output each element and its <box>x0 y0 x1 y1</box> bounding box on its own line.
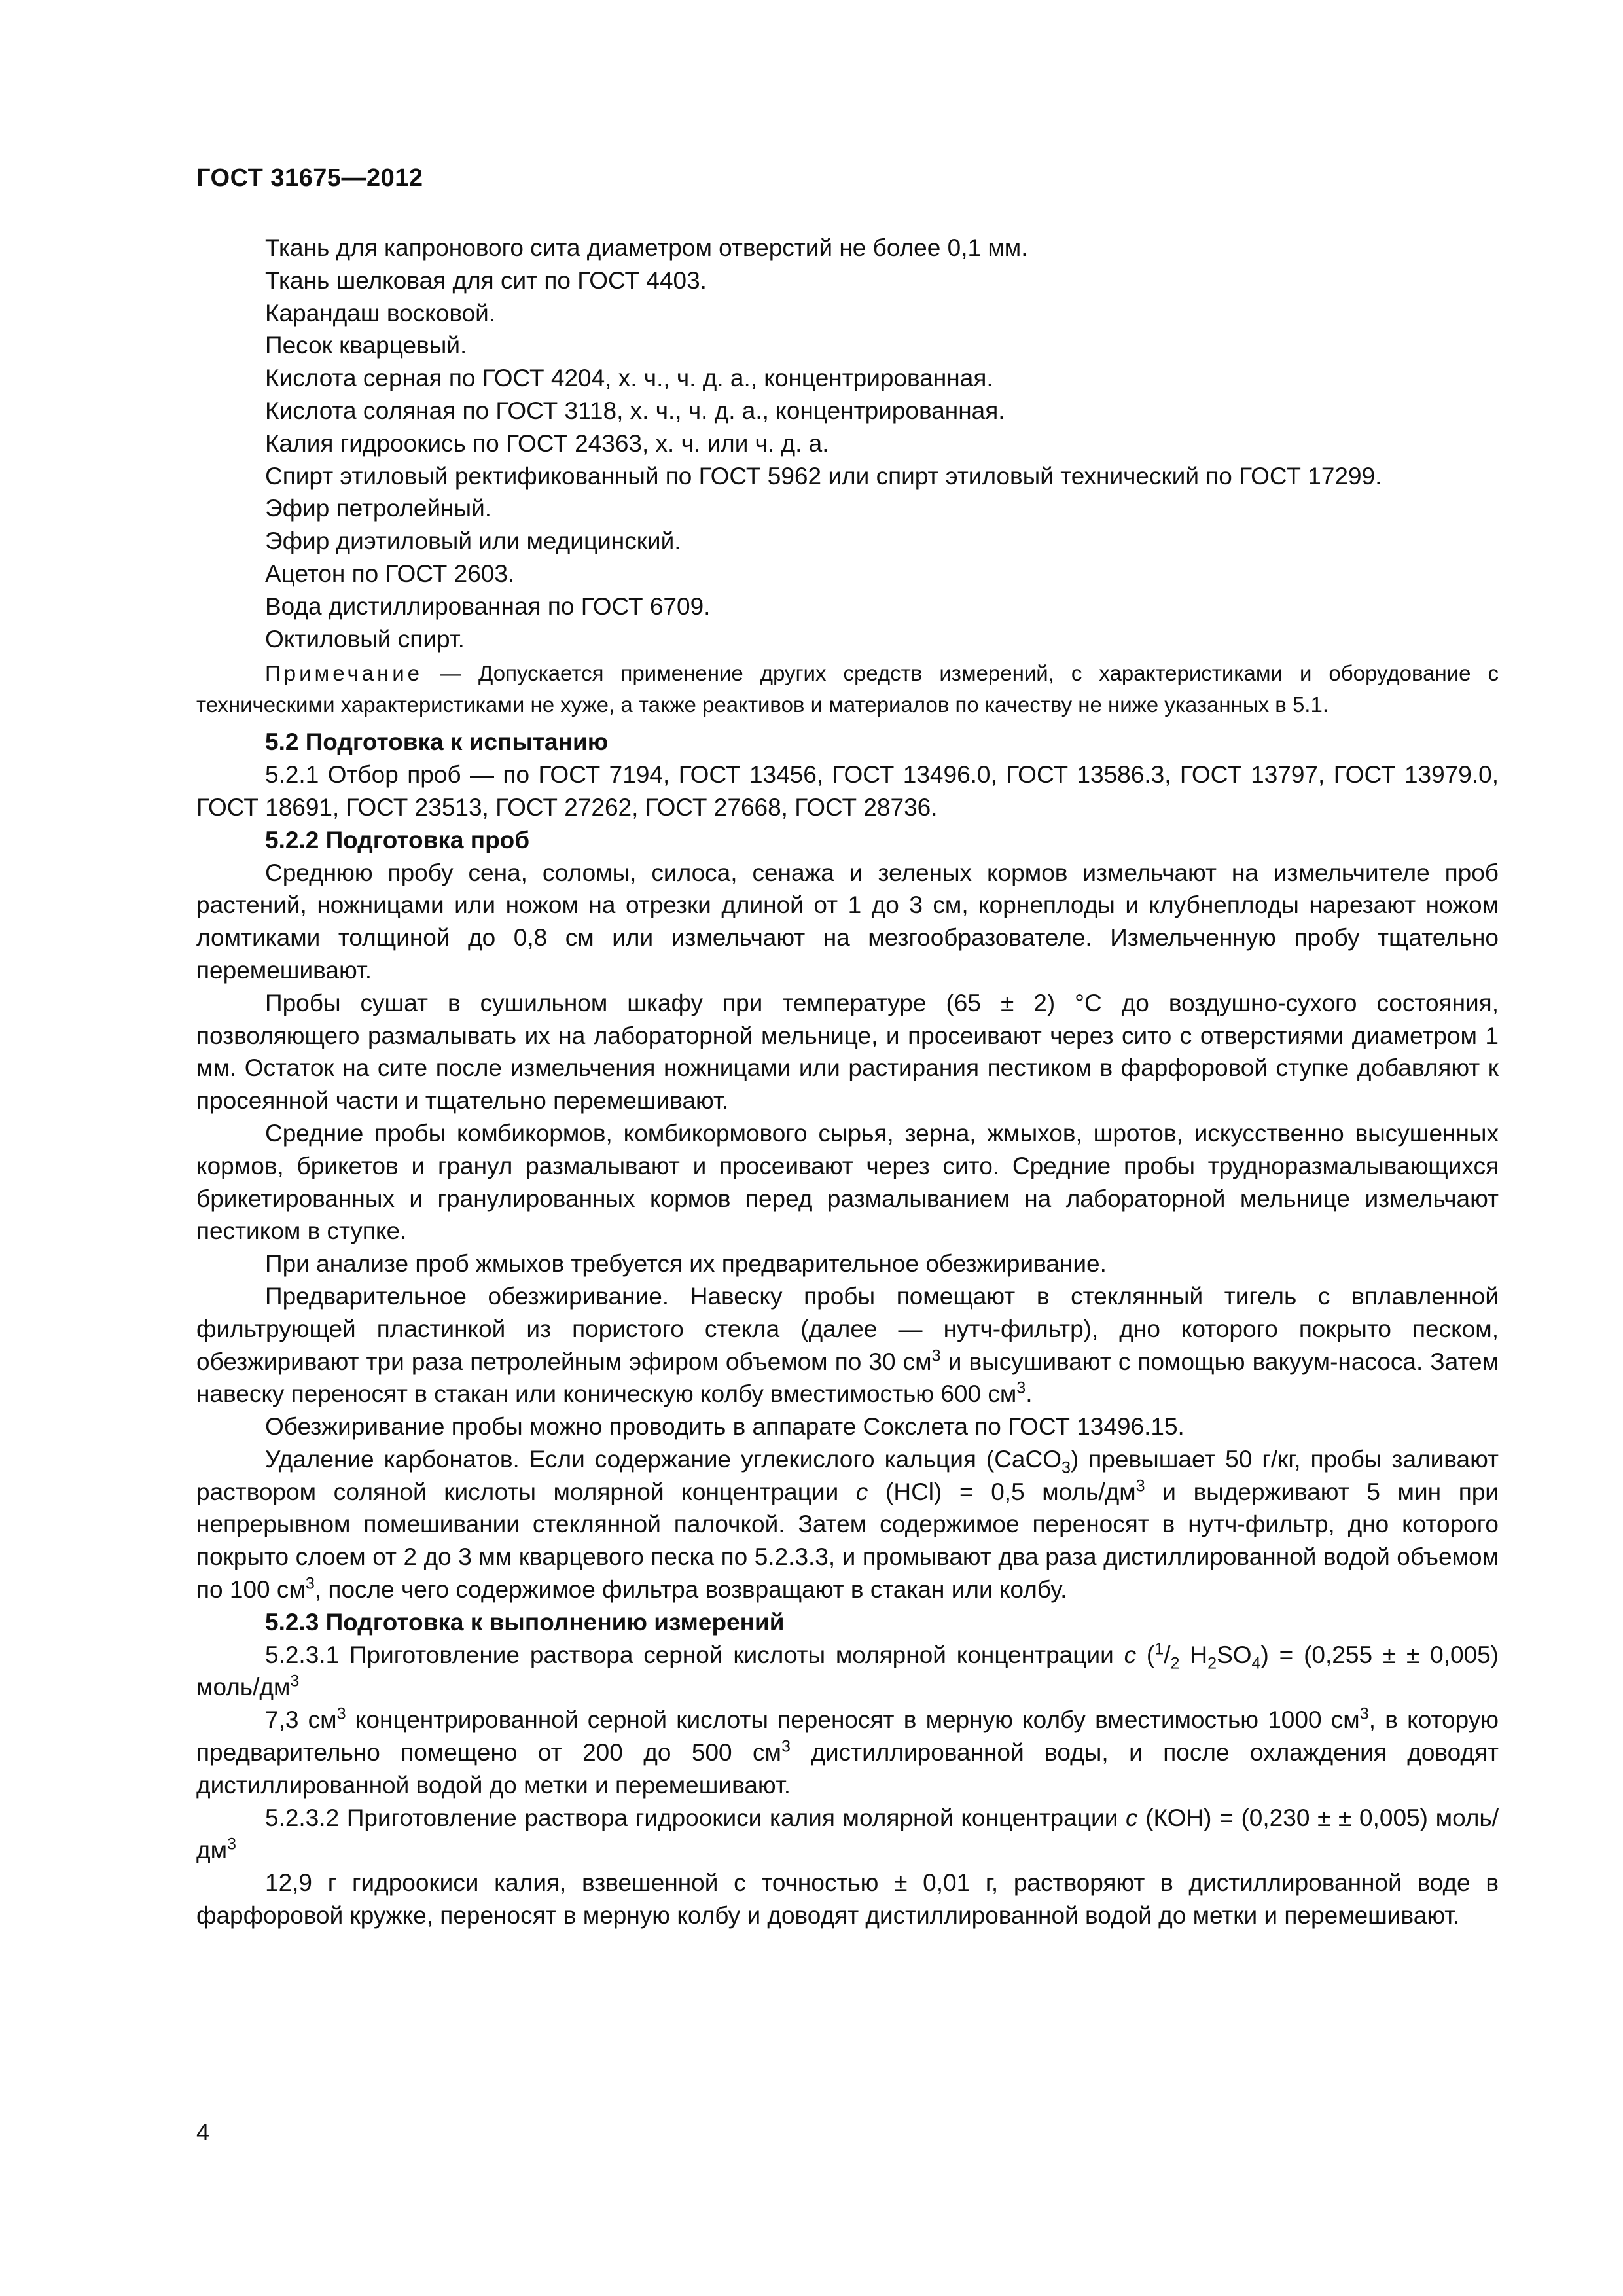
list-item: Вода дистиллированная по ГОСТ 6709. <box>265 592 711 620</box>
paragraph: 7,3 $см^3$ концентрированной серной кислоты переносят в мерную колбу вместимостью 1000 $см^3$, в которую предварительно помещено от 200 до 500 $см^3$ дистиллированной воды, и после охлаждения доводят дистиллированной водой до метки и перемешивают. <box>196 1704 1499 1799</box>
list-item: Кислота соляная по ГОСТ 3118, х. ч., ч. д. а., концентрированная. <box>265 397 1005 424</box>
standard-header: ГОСТ 31675—2012 <box>196 164 423 192</box>
list-item: Ткань шелковая для сит по ГОСТ 4403. <box>265 266 707 294</box>
note-label: Примечание <box>265 661 423 686</box>
paragraph: Обезжиривание пробы можно проводить в аппарате Сокслета по ГОСТ 13496.15. <box>265 1413 1185 1441</box>
list-item: Кислота серная по ГОСТ 4204, х. ч., ч. д. а., концентрированная. <box>265 365 993 392</box>
list-item: Калия гидроокись по ГОСТ 24363, х. ч. или ч. д. а. <box>265 429 829 457</box>
page-number: 4 <box>196 2119 210 2145</box>
paragraph: Среднюю пробу сена, соломы, силоса, сенажа и зеленых кормов измельчают на измельчителе проб растений, ножницами или ножом на отрезки длиной от 1 до 3 см, корнеплоды и клубнеплоды нарезают ножом ломтиками толщиной до 0,8 см или измельчают на мезгообразователе. Измельченную пробу тщательно перемешивают. <box>196 859 1499 984</box>
section-heading-5-2-3: 5.2.3 Подготовка к выполнению измерений <box>265 1608 785 1636</box>
paragraph-5-2-1: 5.2.1 Отбор проб — по ГОСТ 7194, ГОСТ 13456, ГОСТ 13496.0, ГОСТ 13586.3, ГОСТ 13797, ГОСТ 13979.0, ГОСТ 18691, ГОСТ 23513, ГОСТ 27262, ГОСТ 27668, ГОСТ 28736. <box>196 761 1499 821</box>
list-item: Ацетон по ГОСТ 2603. <box>265 560 515 587</box>
paragraph: Средние пробы комбикормов, комбикормового сырья, зерна, жмыхов, шротов, искусственно высушенных кормов, брикетов и гранул размалывают и просеивают через сито. Средние пробы трудноразмалывающихся брикетированных и гранулированных кормов перед размалыванием на лабораторной мельнице измельчают пестиком в ступке. <box>196 1119 1499 1245</box>
paragraph: Пробы сушат в сушильном шкафу при температуре (65 ± 2) °С до воздушно-сухого состояния, позволяющего размалывать их на лабораторной мельнице, и просеивают через сито с отверстиями диаметром 1 мм. Остаток на сите после измельчения ножницами или растирания пестиком в фарфоровой ступке добавляют к просеянной части и тщательно перемешивают. <box>196 989 1499 1115</box>
list-item: Октиловый спирт. <box>265 625 465 653</box>
list-item: Ткань для капронового сита диаметром отверстий не более 0,1 мм. <box>265 234 1028 261</box>
list-item: Эфир диэтиловый или медицинский. <box>265 528 681 555</box>
paragraph-5-2-3-2: 5.2.3.2 Приготовление раствора гидроокиси калия молярной концентрации с (КОН) = (0,230 ± ± 0,005) моль/$дм^3$ <box>196 1804 1499 1864</box>
page-content <box>196 232 1499 1932</box>
list-item: Карандаш восковой. <box>265 299 496 327</box>
note-text: — Допускается применение других средств измерений, с характеристиками и оборудование с техническими характеристиками не хуже, а также реактивов и материалов по качеству не ниже указанных в 5.1. <box>196 661 1499 717</box>
list-item: Спирт этиловый ректификованный по ГОСТ 5962 или спирт этиловый технический по ГОСТ 17299. <box>265 462 1382 490</box>
paragraph-degreasing: Предварительное обезжиривание. Навеску пробы помещают в стеклянный тигель с вплавленной фильтрующей пластинкой из пористого стекла (далее — нутч-фильтр), дно которого покрыто песком, обезжиривают три раза петролейным эфиром объемом по 30 $см^3$ и высушивают с помощью вакуум-насоса. Затем навеску переносят в стакан или коническую колбу вместимостью 600 $см^3$. <box>196 1282 1499 1408</box>
materials-list <box>196 232 1499 655</box>
list-item: Песок кварцевый. <box>265 332 467 359</box>
section-heading-5-2: 5.2 Подготовка к испытанию <box>265 728 609 756</box>
paragraph-carbonates: Удаление карбонатов. Если содержание углекислого кальция (CaCO$_3$) превышает 50 г/кг, пробы заливают раствором соляной кислоты молярной концентрации с (HCl) = 0,5 моль/$дм^3$ и выдерживают 5 мин при непрерывном помешивании стеклянной палочкой. Затем содержимое переносят в нутч-фильтр, дно которого покрыто слоем от 2 до 3 мм кварцевого песка по 5.2.3.3, и промывают два раза дистиллированной водой объемом по 100 $см^3$, после чего содержимое фильтра возвращают в стакан или колбу. <box>196 1445 1499 1604</box>
paragraph-5-2-3-1: 5.2.3.1 Приготовление раствора серной кислоты молярной концентрации с ($^1/_2$ $H_2SO_4) = (0,255$ ± ± 0,005) моль/$дм^3$ <box>196 1640 1499 1701</box>
list-item: Эфир петролейный. <box>265 495 492 522</box>
section-heading-5-2-2: 5.2.2 Подготовка проб <box>265 826 530 853</box>
paragraph: 12,9 г гидроокиси калия, взвешенной с точностью ± 0,01 г, растворяют в дистиллированной воде в фарфоровой кружке, переносят в мерную колбу и доводят дистиллированной водой до метки и перемешивают. <box>196 1869 1499 1929</box>
note-paragraph <box>196 658 1499 721</box>
paragraph: При анализе проб жмыхов требуется их предварительное обезжиривание. <box>265 1250 1107 1278</box>
